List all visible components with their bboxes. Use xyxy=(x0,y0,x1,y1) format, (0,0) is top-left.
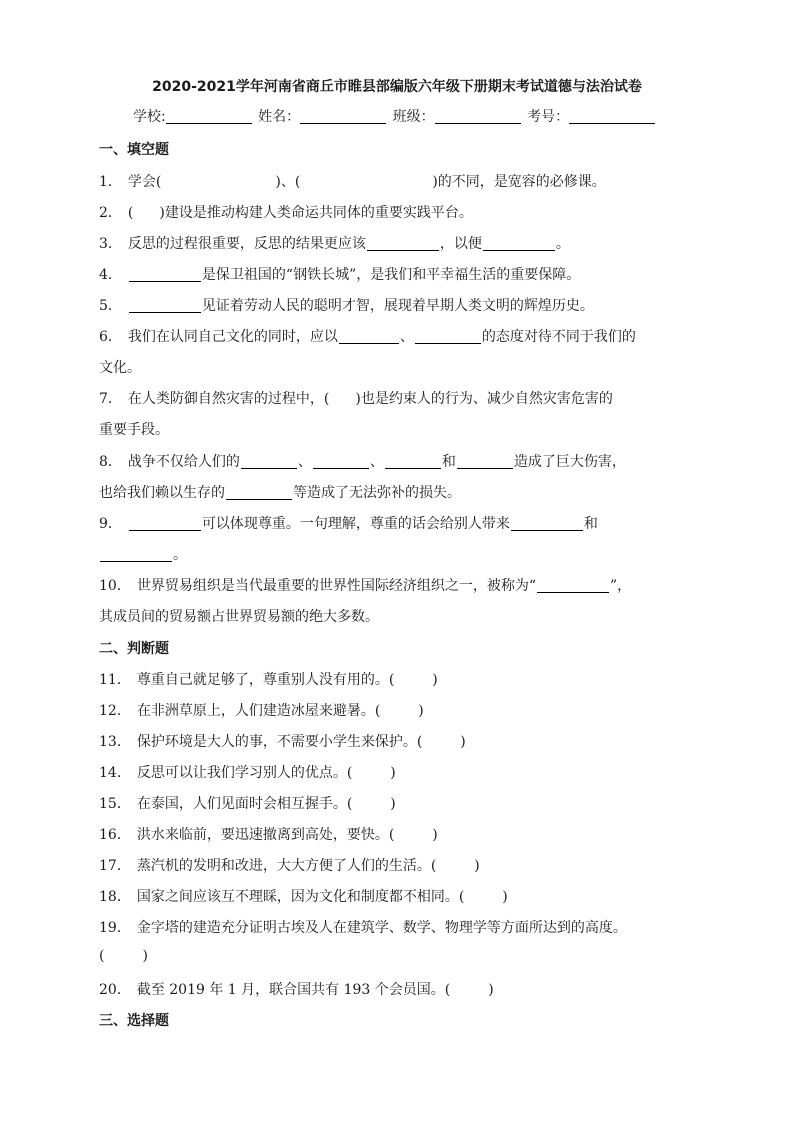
question-text: ”， xyxy=(609,578,632,594)
question-16 xyxy=(99,824,699,844)
question-number: 10． xyxy=(99,578,131,594)
question-2 xyxy=(99,202,699,222)
question-text: ) xyxy=(432,672,438,688)
section-heading-judge: 二、判断题 xyxy=(99,641,169,657)
answer-blank[interactable] xyxy=(385,454,441,469)
question-text: )、( xyxy=(275,174,301,190)
question-text: ( xyxy=(127,205,134,221)
section-heading-choice: 三、选择题 xyxy=(99,1013,169,1029)
question-12 xyxy=(99,700,699,720)
question-text: 、 xyxy=(297,454,312,470)
question-text: 和 xyxy=(441,454,456,470)
question-text: )也是约束人的行为、减少自然灾害危害的 xyxy=(355,391,613,407)
question-number: 9． xyxy=(99,516,122,532)
question-20 xyxy=(99,979,699,999)
question-number: 4． xyxy=(99,267,122,283)
question-number: 7． xyxy=(99,391,122,407)
question-text: ( xyxy=(99,948,105,964)
answer-blank[interactable] xyxy=(226,485,292,500)
question-7 xyxy=(99,388,699,408)
question-8-continued xyxy=(99,482,699,502)
answer-blank[interactable] xyxy=(457,454,513,469)
question-10 xyxy=(99,575,699,595)
school-field[interactable] xyxy=(166,109,252,124)
question-text: 也给我们赖以生存的 xyxy=(99,485,225,501)
question-text: )建设是推动构建人类命运共同体的重要实践平台。 xyxy=(159,205,473,221)
answer-blank[interactable] xyxy=(415,329,481,344)
question-text: 在人类防御自然灾害的过程中，( xyxy=(127,391,330,407)
question-9 xyxy=(99,513,699,533)
question-13 xyxy=(99,731,699,751)
question-number: 20． xyxy=(99,982,131,998)
question-text: ) xyxy=(390,765,396,781)
question-10-continued: 其成员间的贸易额占世界贸易额的绝大多数。 xyxy=(99,609,379,625)
question-text: 。 xyxy=(555,236,570,252)
question-text: 尊重自己就足够了，尊重别人没有用的。( xyxy=(136,672,395,688)
question-text: 可以体现尊重。一句理解，尊重的话会给别人带来 xyxy=(201,516,510,532)
question-number: 13． xyxy=(99,734,131,750)
question-text: 是保卫祖国的“钢铁长城”，是我们和平幸福生活的重要保障。 xyxy=(201,267,581,283)
question-text: 和 xyxy=(583,516,598,532)
section-heading-fill: 一、填空题 xyxy=(99,142,169,158)
question-9-continued xyxy=(99,544,699,564)
class-label: 班级： xyxy=(392,109,435,125)
question-5 xyxy=(99,295,699,315)
question-6 xyxy=(99,326,699,346)
question-text: 我们在认同自己文化的同时，应以 xyxy=(127,329,338,345)
question-text: 世界贸易组织是当代最重要的世界性国际经济组织之一，被称为“ xyxy=(136,578,536,594)
question-15 xyxy=(99,793,699,813)
question-text: 、 xyxy=(399,329,414,345)
question-text: )的不同，是宽容的必修课。 xyxy=(432,174,606,190)
question-number: 18． xyxy=(99,889,131,905)
page-title: 2020-2021学年河南省商丘市睢县部编版六年级下册期末考试道德与法治试卷 xyxy=(152,79,642,95)
question-number: 5． xyxy=(99,298,122,314)
question-text: 金字塔的建造充分证明古埃及人在建筑学、数学、物理学等方面所达到的高度。 xyxy=(136,920,627,936)
question-19 xyxy=(99,917,699,937)
answer-blank[interactable] xyxy=(100,547,172,562)
question-text: ) xyxy=(390,796,396,812)
question-text: ) xyxy=(488,982,494,998)
question-11 xyxy=(99,669,699,689)
name-label: 姓名： xyxy=(258,109,301,125)
question-number: 1． xyxy=(99,174,122,190)
question-text: ) xyxy=(502,889,508,905)
question-number: 3． xyxy=(99,236,122,252)
question-text: 学会( xyxy=(127,174,162,190)
question-text: ) xyxy=(142,948,148,964)
question-text: 洪水来临前，要迅速撤离到高处，要快。( xyxy=(136,827,395,843)
student-info-row xyxy=(133,106,657,126)
question-text: ) xyxy=(460,734,466,750)
question-text: 。 xyxy=(173,547,187,563)
question-8 xyxy=(99,451,699,471)
answer-blank[interactable] xyxy=(241,454,297,469)
question-number: 12． xyxy=(99,703,131,719)
answer-blank[interactable] xyxy=(129,267,201,282)
answer-blank[interactable] xyxy=(483,236,555,251)
question-text: 国家之间应该互不理睬，因为文化和制度都不相同。( xyxy=(136,889,465,905)
question-text: 在非洲草原上，人们建造冰屋来避暑。( xyxy=(136,703,381,719)
answer-blank[interactable] xyxy=(339,329,399,344)
question-text: 在泰国，人们见面时会相互握手。( xyxy=(136,796,353,812)
question-text: 等造成了无法弥补的损失。 xyxy=(293,485,461,501)
question-7-continued: 重要手段。 xyxy=(99,422,169,438)
answer-blank[interactable] xyxy=(129,516,201,531)
question-number: 16． xyxy=(99,827,131,843)
question-text: 蒸汽机的发明和改进，大大方便了人们的生活。( xyxy=(136,858,437,874)
question-number: 15． xyxy=(99,796,131,812)
question-number: 2． xyxy=(99,205,122,221)
name-field[interactable] xyxy=(300,109,386,124)
answer-blank[interactable] xyxy=(511,516,583,531)
question-text: 保护环境是大人的事，不需要小学生来保护。( xyxy=(136,734,423,750)
answer-blank[interactable] xyxy=(537,578,609,593)
question-text: 战争不仅给人们的 xyxy=(127,454,240,470)
question-14 xyxy=(99,762,699,782)
question-4 xyxy=(99,264,699,284)
question-text: 、 xyxy=(369,454,384,470)
question-text: ，以便 xyxy=(439,236,482,252)
question-text: 的态度对待不同于我们的 xyxy=(481,329,636,345)
question-number: 17． xyxy=(99,858,131,874)
question-3 xyxy=(99,233,699,253)
school-label: 学校: xyxy=(133,109,166,125)
question-number: 14． xyxy=(99,765,131,781)
question-19-continued xyxy=(99,948,699,964)
class-field[interactable] xyxy=(435,109,521,124)
question-text: 反思可以让我们学习别人的优点。( xyxy=(136,765,353,781)
question-6-continued: 文化。 xyxy=(99,360,141,376)
question-number: 8． xyxy=(99,454,122,470)
question-number: 19． xyxy=(99,920,131,936)
answer-blank[interactable] xyxy=(313,454,369,469)
question-text: ) xyxy=(474,858,480,874)
exam-number-label: 考号： xyxy=(527,109,570,125)
question-number: 11． xyxy=(99,672,131,688)
question-text: ) xyxy=(432,827,438,843)
question-number: 6． xyxy=(99,329,122,345)
question-text: 造成了巨大伤害， xyxy=(513,454,626,470)
answer-blank[interactable] xyxy=(367,236,439,251)
question-text: 反思的过程很重要，反思的结果更应该 xyxy=(127,236,366,252)
question-text: 截至 2019 年 1 月，联合国共有 193 个会员国。( xyxy=(136,982,451,998)
answer-blank[interactable] xyxy=(129,298,201,313)
question-18 xyxy=(99,886,699,906)
question-text: 见证着劳动人民的聪明才智，展现着早期人类文明的辉煌历史。 xyxy=(201,298,594,314)
question-17 xyxy=(99,855,699,875)
question-text: ) xyxy=(418,703,424,719)
question-1 xyxy=(99,171,699,191)
exam-number-field[interactable] xyxy=(569,109,655,124)
